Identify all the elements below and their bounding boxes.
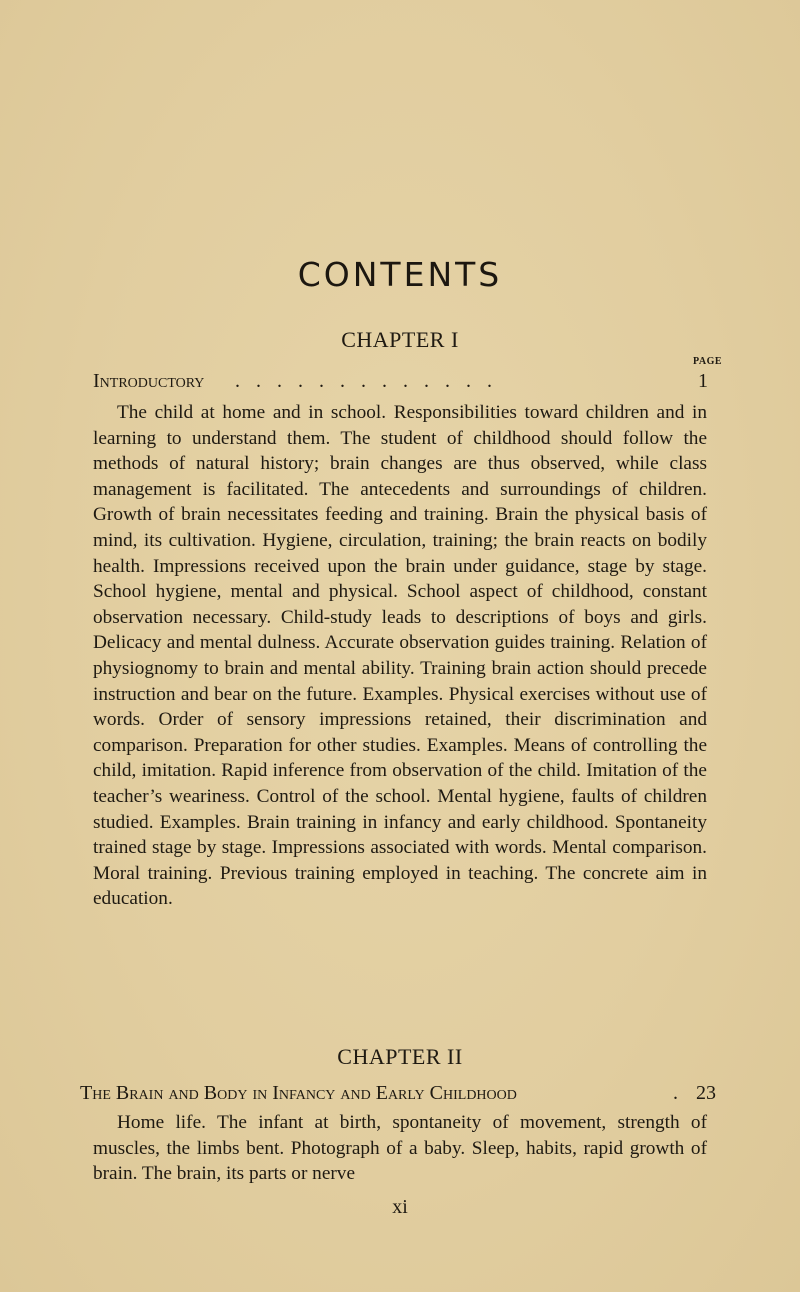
dot-leaders: . bbox=[673, 1082, 678, 1104]
chapter-1-entry[interactable] bbox=[93, 370, 713, 393]
chapter-2-page-number: 23 bbox=[696, 1082, 716, 1104]
chapter-2-entry[interactable] bbox=[80, 1082, 720, 1105]
contents-heading: CONTENTS bbox=[297, 255, 503, 294]
page-folio: xi bbox=[392, 1196, 408, 1218]
chapter-1-summary: The child at home and in school. Responsibilities toward children and in learning to understand them. The student of childhood should follow the methods of natural history; brain changes are thus observed, while class management is facilitated. The antecedents and surroundings of children. Growth of brain necessitates feeding and training. Brain the physical basis of mind, its cultivation. Hygiene, circulation, training; the brain reacts on bodily health. Impressions received upon the brain under guidance, stage by stage. School hygiene, mental and physical. School aspect of childhood, constant observation necessary. Child-study leads to descriptions of boys and girls. Delicacy and mental dulness. Accurate observation guides training. Relation of physiognomy to brain and mental ability. Training brain action should precede instruction and bear on the future. Examples. Physical exercises without use of words. Order of sensory impressions retained, their discrimination and comparison. Preparation for other studies. Examples. Means of controlling the child, imitation. Rapid inference from observation of the child. Imitation of the teacher’s weariness. Control of the school. Mental hygiene, faults of children studied. Examples. Brain training in infancy and early childhood. Spontaneity trained stage by stage. Impressions associated with words. Mental comparison. Moral training. Previous training employed in teaching. The concrete aim in education. bbox=[93, 402, 707, 910]
chapter-2-summary: Home life. The infant at birth, spontaneity of movement, strength of muscles, the limbs bent. Photograph of a baby. Sleep, habits, rapid growth of brain. The brain, its parts or nerve bbox=[93, 1112, 707, 1185]
page-column-label: PAGE bbox=[693, 356, 723, 367]
chapter-2-heading: CHAPTER II bbox=[337, 1044, 463, 1069]
chapter-1-page-number: 1 bbox=[698, 370, 708, 392]
chapter-1-title[interactable]: Introductory bbox=[93, 370, 205, 392]
chapter-1-heading: CHAPTER I bbox=[341, 327, 459, 352]
chapter-2-title[interactable]: The Brain and Body in Infancy and Early Childhood bbox=[80, 1082, 517, 1104]
dot-leaders: . . . . . . . . . . . . . bbox=[235, 370, 492, 392]
